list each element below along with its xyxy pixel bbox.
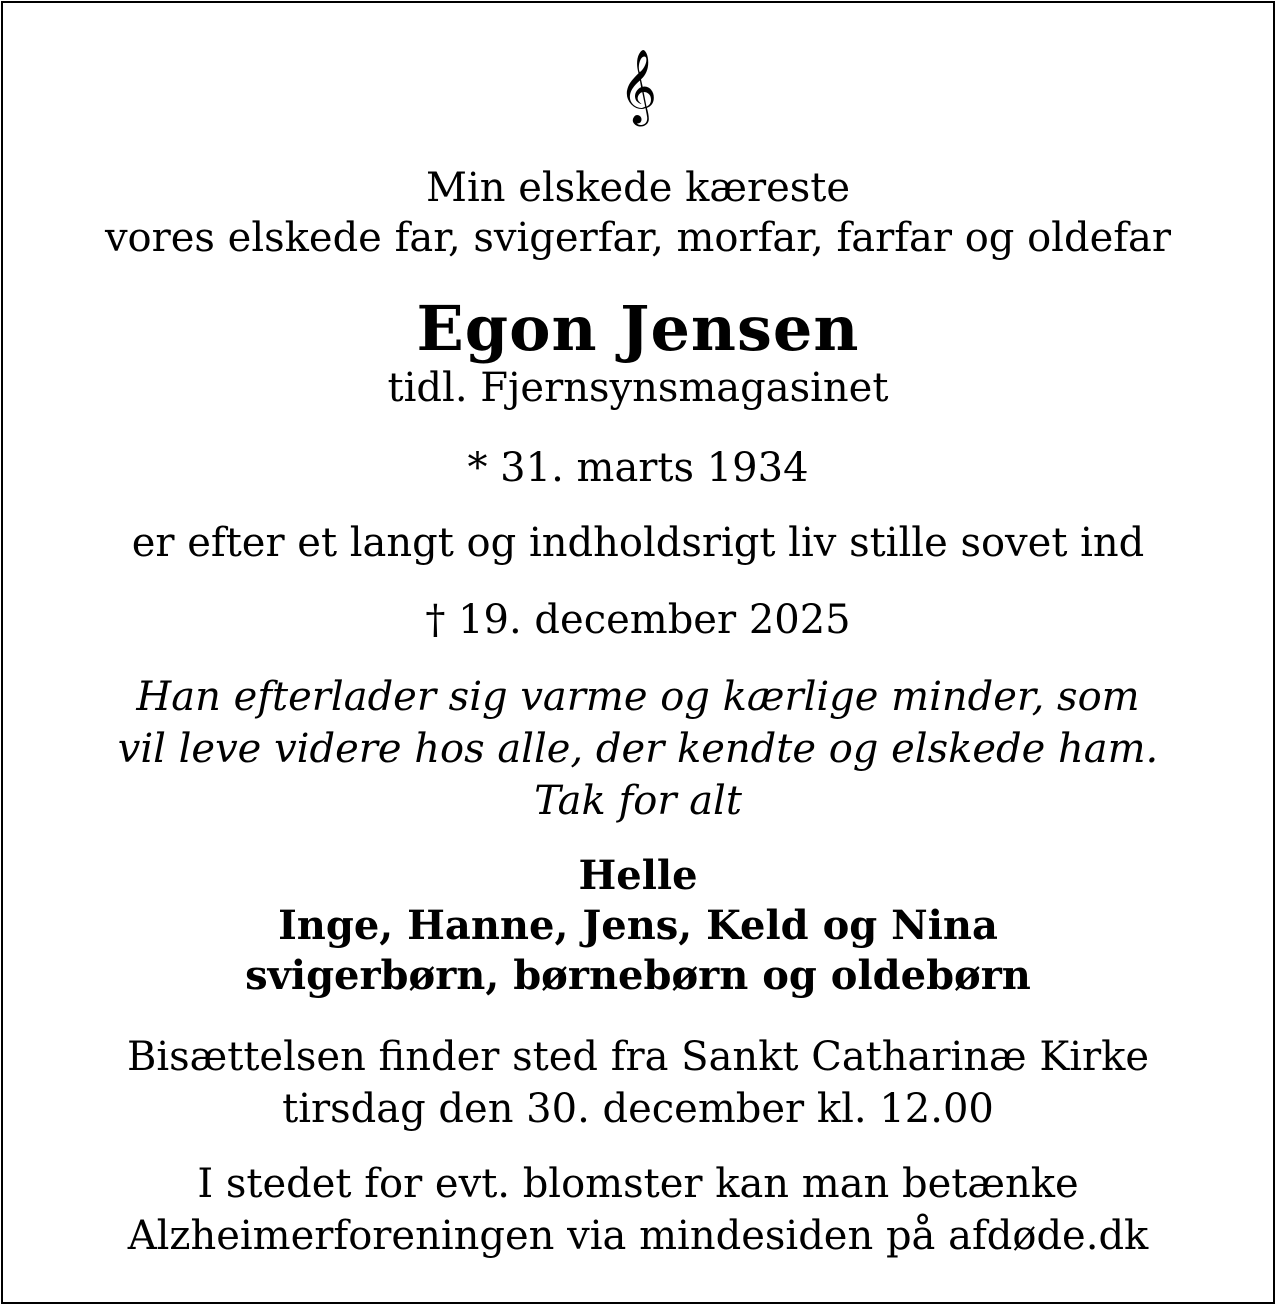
intro-text <box>3 163 1273 263</box>
funeral-line: Bisættelsen finder sted fra Sankt Catharinæ Kirke <box>126 1034 1150 1080</box>
memorial-quote <box>3 671 1273 827</box>
donation-line: I stedet for evt. blomster kan man betænke <box>197 1161 1079 1207</box>
treble-clef-icon: 𝄞 <box>619 50 657 124</box>
donation-details <box>3 1158 1273 1262</box>
family-line: Helle <box>578 852 698 899</box>
intro-line: Min elskede kæreste <box>425 165 851 211</box>
donation-line: Alzheimerforeningen via mindesiden på afdøde.dk <box>127 1213 1149 1259</box>
funeral-details <box>3 1031 1273 1135</box>
quote-line: Han efterlader sig varme og kærlige minder, som <box>136 674 1140 720</box>
quote-line: Tak for alt <box>534 778 742 824</box>
funeral-line: tirsdag den 30. december kl. 12.00 <box>282 1086 994 1132</box>
birth-date: * 31. marts 1934 <box>467 445 809 491</box>
intro-line: vores elskede far, svigerfar, morfar, farfar og oldefar <box>104 215 1172 261</box>
family-line: Inge, Hanne, Jens, Keld og Nina <box>278 902 998 949</box>
family-line: svigerbørn, børnebørn og oldebørn <box>245 952 1031 999</box>
deceased-name: Egon Jensen <box>416 292 860 365</box>
death-date: † 19. december 2025 <box>425 597 851 643</box>
passing-text: er efter et langt og indholdsrigt liv stille sovet ind <box>131 520 1145 566</box>
family-signatures <box>3 851 1273 1001</box>
obituary-notice <box>1 1 1275 1304</box>
quote-line: vil leve videre hos alle, der kendte og elskede ham. <box>117 726 1159 772</box>
occupation: tidl. Fjernsynsmagasinet <box>387 365 889 411</box>
